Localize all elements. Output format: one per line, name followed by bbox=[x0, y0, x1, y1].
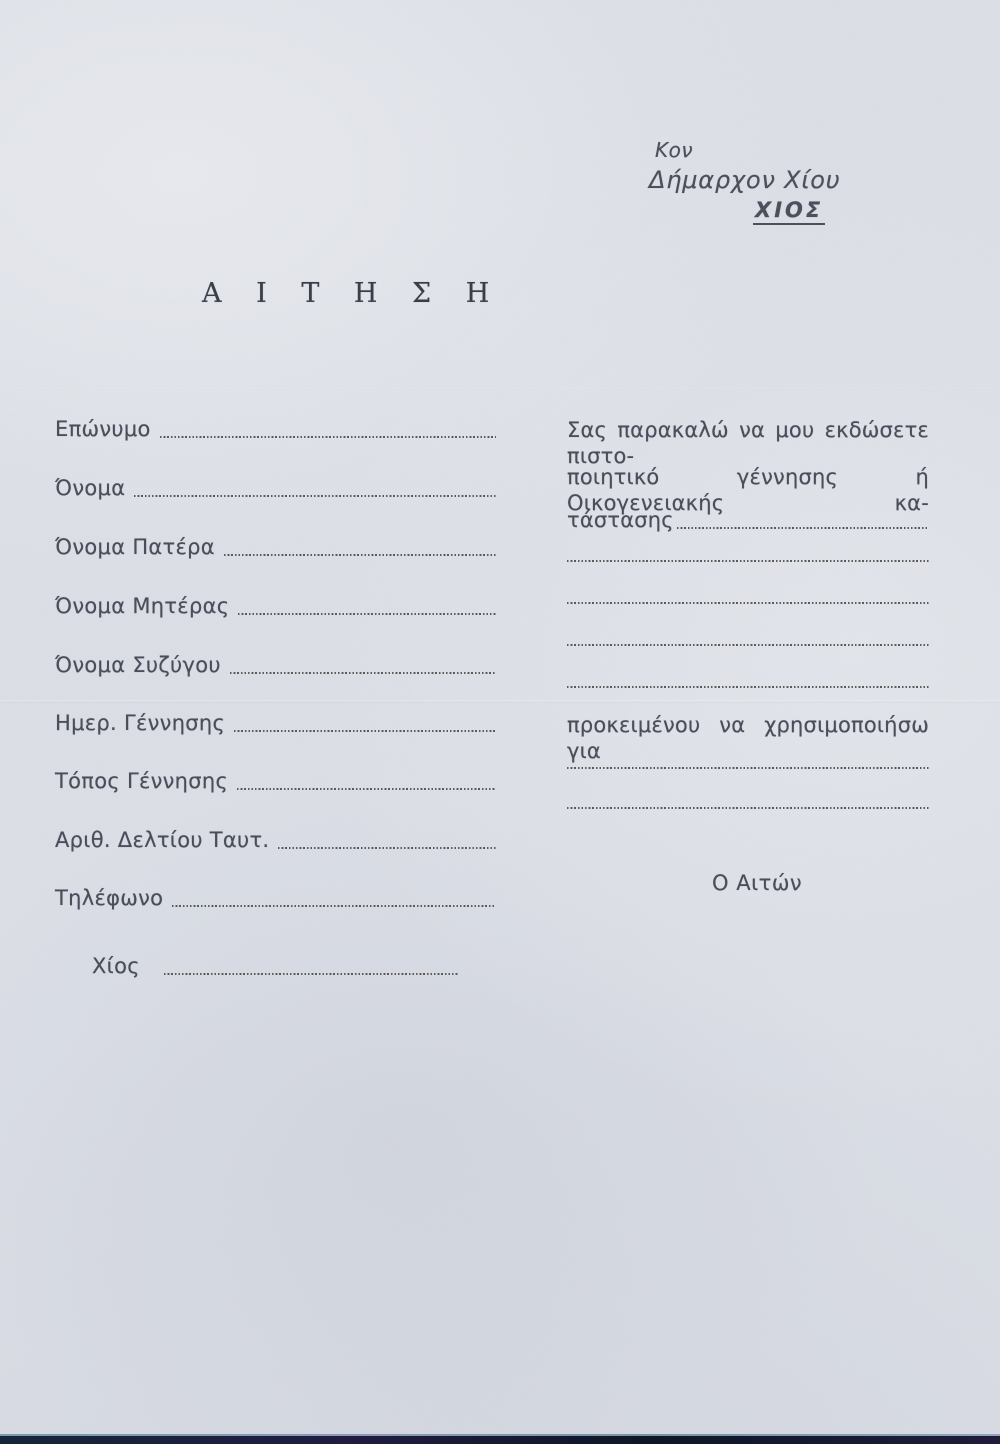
recipient-city: ΧΙΟΣ bbox=[753, 198, 825, 225]
paper-crease bbox=[0, 700, 1000, 703]
field-label-id-number: Αριθ. Δελτίου Ταυτ. bbox=[55, 828, 270, 852]
request-line-2: ποιητικό γέννησης ή Οικογενειακής κα- bbox=[567, 465, 929, 515]
field-row-firstname bbox=[55, 475, 496, 501]
dotted-line bbox=[224, 554, 496, 556]
dotted-line bbox=[238, 613, 496, 615]
field-row-phone bbox=[55, 885, 496, 911]
field-label-surname: Επώνυμο bbox=[55, 417, 151, 441]
dotted-line bbox=[567, 602, 929, 604]
signature-label: Ο Αιτών bbox=[712, 871, 803, 895]
dotted-line bbox=[567, 767, 929, 769]
place-date-label: Χίος bbox=[92, 954, 140, 978]
dotted-line bbox=[237, 788, 496, 790]
dotted-line bbox=[164, 973, 458, 975]
recipient-salutation: Κον bbox=[655, 138, 694, 162]
recipient-block bbox=[649, 138, 840, 225]
field-label-birth-date: Ημερ. Γέννησης bbox=[55, 711, 226, 735]
place-date-row bbox=[92, 953, 458, 979]
field-row-id-number bbox=[55, 827, 496, 853]
field-label-birth-place: Τόπος Γέννησης bbox=[55, 769, 229, 793]
field-row-birth-date bbox=[55, 710, 496, 736]
field-row-mother-name bbox=[55, 593, 496, 619]
field-label-firstname: Όνομα bbox=[55, 476, 126, 500]
dotted-line bbox=[172, 905, 496, 907]
field-label-father-name: Όνομα Πατέρα bbox=[55, 535, 215, 559]
field-row-birth-place bbox=[55, 768, 496, 794]
request-line-3 bbox=[567, 507, 929, 533]
request-line-1: Σας παρακαλώ να μου εκδώσετε πιστο- bbox=[567, 418, 929, 468]
field-label-phone: Τηλέφωνο bbox=[55, 886, 164, 910]
dotted-line bbox=[567, 807, 929, 809]
purpose-line: προκειμένου να χρησιμοποιήσω για bbox=[567, 713, 929, 763]
field-row-spouse-name bbox=[55, 652, 496, 678]
paper-crease bbox=[0, 388, 1000, 390]
page-title: Α Ι Τ Η Σ Η bbox=[202, 278, 503, 309]
dotted-line bbox=[134, 495, 496, 497]
scanner-edge-artifact bbox=[0, 1434, 1000, 1444]
dotted-line bbox=[230, 672, 496, 674]
dotted-line bbox=[160, 436, 496, 438]
field-row-surname bbox=[55, 416, 496, 442]
field-row-father-name bbox=[55, 534, 496, 560]
dotted-line bbox=[567, 644, 929, 646]
request-line-3-text: τάστασης bbox=[567, 508, 674, 532]
dotted-line bbox=[567, 686, 929, 688]
dotted-line bbox=[677, 527, 929, 529]
dotted-line bbox=[567, 560, 929, 562]
dotted-line bbox=[234, 730, 496, 732]
dotted-line bbox=[278, 847, 496, 849]
field-label-spouse-name: Όνομα Συζύγου bbox=[55, 653, 221, 677]
recipient-name: Δήμαρχον Χίου bbox=[649, 166, 841, 194]
field-label-mother-name: Όνομα Μητέρας bbox=[55, 594, 230, 618]
